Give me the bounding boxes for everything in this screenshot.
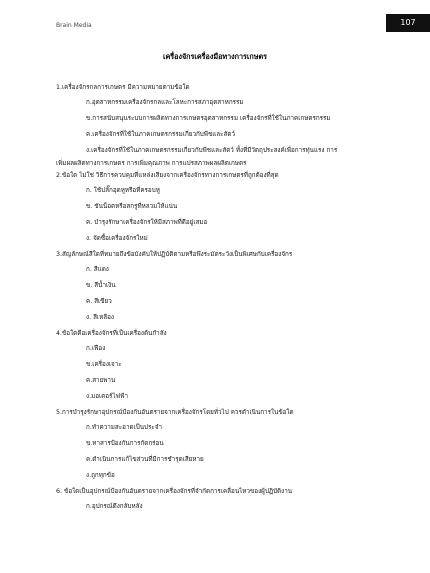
- question-2: 2.ข้อใด ไม่ใช่ วิธีการควบคุมที่แหล่งเสียงจากเครื่องจักรทางการเกษตรที่ถูกต้องที่สุด: [56, 172, 279, 179]
- question-2-option-d: ง. จัดซื้อเครื่องจักรใหม่: [86, 235, 148, 242]
- question-1: 1.เครื่องจักรกลการเกษตร มีความหมายตามข้อใด: [56, 84, 190, 91]
- question-4-option-c: ค.สายพาน: [86, 377, 116, 384]
- question-6: 6. ข้อใดเป็นอุปกรณ์ป้องกันอันตรายจากเครื่องจักรที่จำกัดการเคลื่อนไหวของผู้ปฏิบัติงาน: [56, 488, 293, 495]
- question-3-option-c: ค. สีเขียว: [86, 298, 112, 305]
- document-title: เครื่องจักรเครื่องมือทางการเกษตร: [163, 52, 267, 61]
- question-5-option-b: ข.ทาสารป้องกันการกัดกร่อน: [86, 440, 164, 447]
- question-1-option-d: ง.เครื่องจักรที่ใช้ในภาคเกษตรกรรมเกี่ยวกับพืชและสัตว์ ทั้งที่มีวัตถุประสงค์เพื่อการทุ่นแรง การ: [86, 147, 338, 154]
- question-1-option-b: ข.การสนับสนุนระบบการผลิตทางการเกษตรอุตสาหกรรม เครื่องจักรที่ใช้ในภาคเกษตรกรรม: [86, 115, 331, 122]
- question-5-option-c: ค.ดำเนินการแก้ไขส่วนที่มีการชำรุดเสียหาย: [86, 456, 204, 463]
- page-number: 107: [386, 14, 430, 32]
- question-6-option-a: ก.อุปกรณ์ดึงกลับหลัง: [86, 503, 143, 510]
- question-5-option-d: ง.ถูกทุกข้อ: [86, 472, 115, 479]
- question-2-option-a: ก. ใช้ปลั๊กอุดหูหรือที่ครอบหู: [86, 187, 160, 194]
- question-3-option-a: ก. สีแดง: [86, 266, 109, 273]
- question-1-option-c: ค.เครื่องจักรที่ใช้ในภาคเกษตรกรรมเกี่ยวกับพืชและสัตว์: [86, 131, 235, 138]
- question-5-option-a: ก.ทำความสะอาดเป็นประจำ: [86, 424, 163, 431]
- question-1-option-d-continued: เพิ่มผลผลิตทางการเกษตร การเพิ่มคุณภาพ การแปรสภาพผลผลิตเกษตร: [56, 160, 247, 167]
- question-2-option-c: ค. บำรุงรักษาเครื่องจักรให้มีสภาพที่ดีอยู่เสมอ: [86, 219, 208, 226]
- question-2-option-b: ข. ขันน็อตหรือสกรูที่หลวมให้แน่น: [86, 203, 178, 210]
- question-3: 3.สัญลักษณ์สีใดที่หมายถึงข้อบังคับให้ปฏิบัติตามหรือพึงระมัดระวังเป็นพิเศษกับเครื่องจักร: [56, 251, 293, 258]
- question-4-option-d: ง.มอเตอร์ไฟฟ้า: [86, 393, 129, 400]
- question-1-option-a: ก.อุตสาหกรรมเครื่องจักรกลและโลหะการสภาอุตสาหกรรม: [86, 99, 244, 106]
- question-4: 4.ข้อใดคือเครื่องจักรที่เป็นเครื่องต้นกำลัง: [56, 330, 167, 337]
- question-5: 5.การบำรุงรักษาอุปกรณ์ป้องกันอันตรายจากเครื่องจักรโดยทั่วไป ควรดำเนินการในข้อใด: [56, 409, 294, 416]
- header-brand: Brain Media: [56, 22, 92, 29]
- question-list: [56, 83, 386, 512]
- question-4-option-a: ก.เฟือง: [86, 345, 106, 352]
- question-3-option-d: ง. สีเหลือง: [86, 314, 114, 321]
- question-3-option-b: ข. สีน้ำเงิน: [86, 282, 116, 289]
- question-4-option-b: ข.เครื่องเจาะ: [86, 361, 122, 368]
